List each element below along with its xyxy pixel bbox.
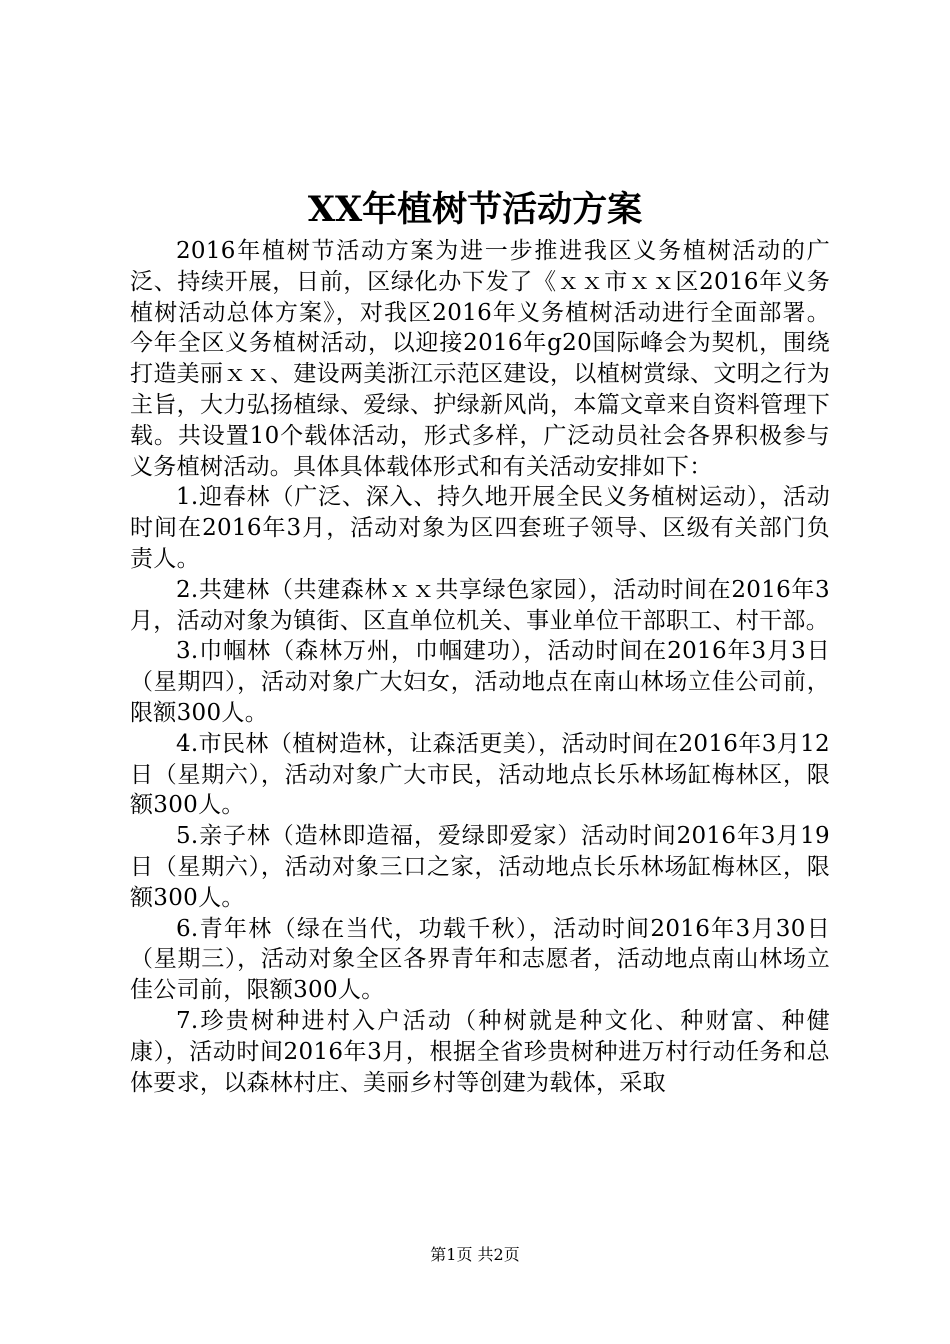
paragraph-item-7: 7.珍贵树种进村入户活动（种树就是种文化、种财富、种健康），活动时间2016年3月，根据全省珍贵树种进万村行动任务和总体要求，以森林村庄、美丽乡村等创建为载体，采取 <box>130 1007 830 1096</box>
document-title: XX年植树节活动方案 <box>307 189 643 230</box>
paragraph-item-2: 2.共建林（共建森林ｘｘ共享绿色家园），活动时间在2016年3月，活动对象为镇街、区直单位机关、事业单位干部职工、村干部。 <box>130 576 830 634</box>
paragraph-intro: 2016年植树节活动方案为进一步推进我区义务植树活动的广泛、持续开展，日前，区绿化办下发了《ｘｘ市ｘｘ区2016年义务植树活动总体方案》，对我区2016年义务植树活动进行全面部署。今年全区义务植树活动，以迎接2016年g20国际峰会为契机，围绕打造美丽ｘｘ、建设两美浙江示范区建设，以植树赏绿、文明之行为主旨，大力弘扬植绿、爱绿、护绿新风尚，本篇文章来自资料管理下载。共设置10个载体活动，形式多样，广泛动员社会各界积极参与义务植树活动。具体具体载体形式和有关活动安排如下： <box>130 238 830 480</box>
paragraph-item-5: 5.亲子林（造林即造福，爱绿即爱家）活动时间2016年3月19日（星期六），活动对象三口之家，活动地点长乐林场缸梅林区，限额300人。 <box>130 823 830 911</box>
page-footer: 第1页 共2页 <box>430 1245 520 1264</box>
paragraph-item-4: 4.市民林（植树造林，让森活更美），活动时间在2016年3月12日（星期六），活动对象广大市民，活动地点长乐林场缸梅林区，限额300人。 <box>130 730 830 819</box>
paragraph-item-3: 3.巾帼林（森林万州，巾帼建功），活动时间在2016年3月3日（星期四），活动对象广大妇女，活动地点在南山林场立佳公司前，限额300人。 <box>130 638 830 726</box>
paragraph-item-1: 1.迎春林（广泛、深入、持久地开展全民义务植树运动），活动时间在2016年3月，活动对象为区四套班子领导、区级有关部门负责人。 <box>130 484 830 572</box>
document-body <box>130 236 830 1098</box>
paragraph-item-6: 6.青年林（绿在当代，功载千秋），活动时间2016年3月30日（星期三），活动对象全区各界青年和志愿者，活动地点南山林场立佳公司前，限额300人。 <box>130 915 830 1004</box>
